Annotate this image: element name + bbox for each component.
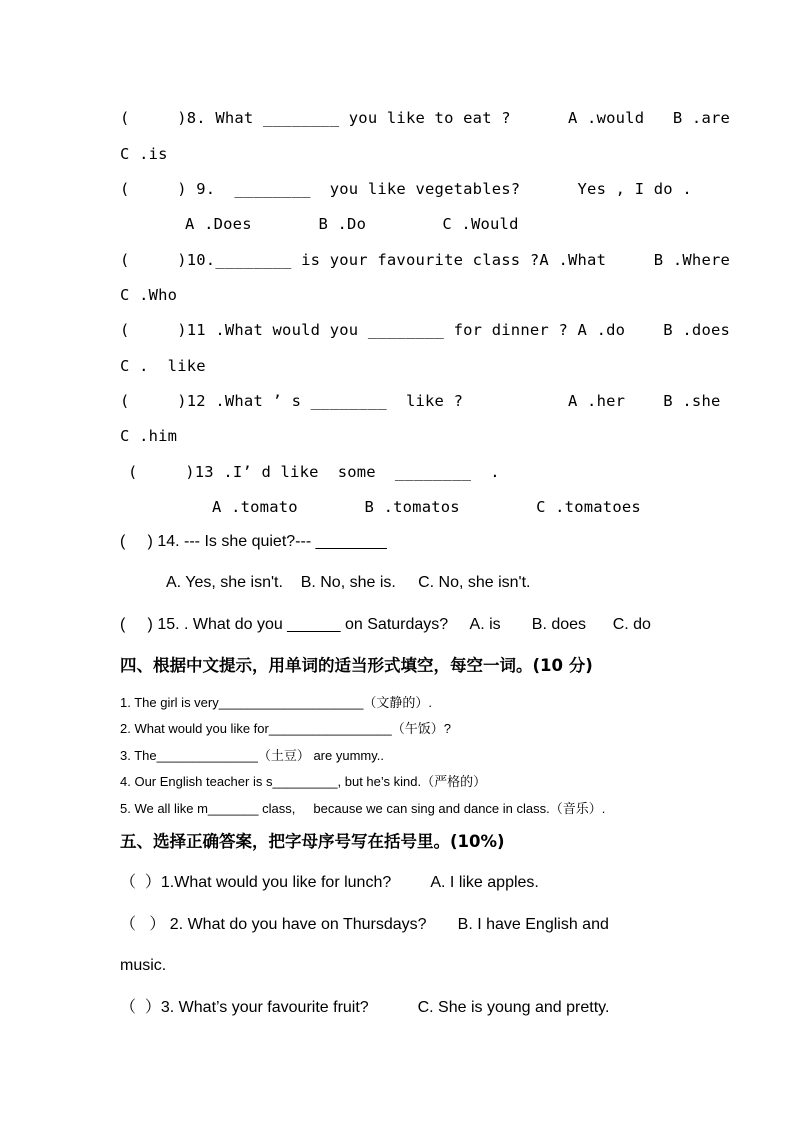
section-4-heading: 四、根据中文提示，用单词的适当形式填空，每空一词。(10 分) [120,656,593,675]
section-4-item-5: 5. We all like m_______ class, because we can sing and dance in class.（音乐）. [120,801,606,816]
question-10-line-2: C .Who [120,286,178,304]
section-4-item-1: 1. The girl is very____________________（文静的）. [120,695,432,710]
question-10-line-1: ( )10.________ is your favourite class ?A .What B .Where [120,251,731,269]
question-8-line-2: C .is [120,145,168,163]
question-12-line-2: C .him [120,427,178,445]
question-14-line-1: ( ) 14. --- Is she quiet?--- ________ [120,533,387,550]
section-4-item-2: 2. What would you like for_________________（午饭）? [120,721,451,736]
section-5-item-2-continued: music. [120,957,167,974]
question-8-line-1: ( )8. What ________ you like to eat ? A .would B .are [120,109,731,127]
question-12-line-1: ( )12 .What ’ s ________ like ? A .her B .she [120,392,721,410]
question-11-line-2: C . like [120,357,206,375]
question-9-options: A .Does B .Do C .Would [185,215,519,233]
question-11-line-1: ( )11 .What would you ________ for dinner ? A .do B .does [120,321,731,339]
question-13-options: A .tomato B .tomatos C .tomatoes [212,498,641,516]
question-14-options: A. Yes, she isn't. B. No, she is. C. No, she isn't. [166,574,531,591]
question-9-line-1: ( ) 9. ________ you like vegetables? Yes , I do . [120,180,692,198]
question-15-line-1: ( ) 15. . What do you ______ on Saturdays? A. is B. does C. do [120,616,651,633]
section-5-item-1: （ ）1.What would you like for lunch? A. I like apples. [120,874,539,891]
section-5-item-3: （ ）3. What’s your favourite fruit? C. She is young and pretty. [120,999,610,1016]
question-13-line-1: ( )13 .I’ d like some ________ . [128,463,500,481]
section-4-item-3: 3. The______________（土豆） are yummy.. [120,748,384,763]
section-5-item-2: （ ） 2. What do you have on Thursdays? B. I have English and [120,916,609,933]
section-4-item-4: 4. Our English teacher is s_________, but he’s kind.（严格的） [120,774,487,789]
section-5-heading: 五、选择正确答案，把字母序号写在括号里。(10%) [120,832,505,851]
